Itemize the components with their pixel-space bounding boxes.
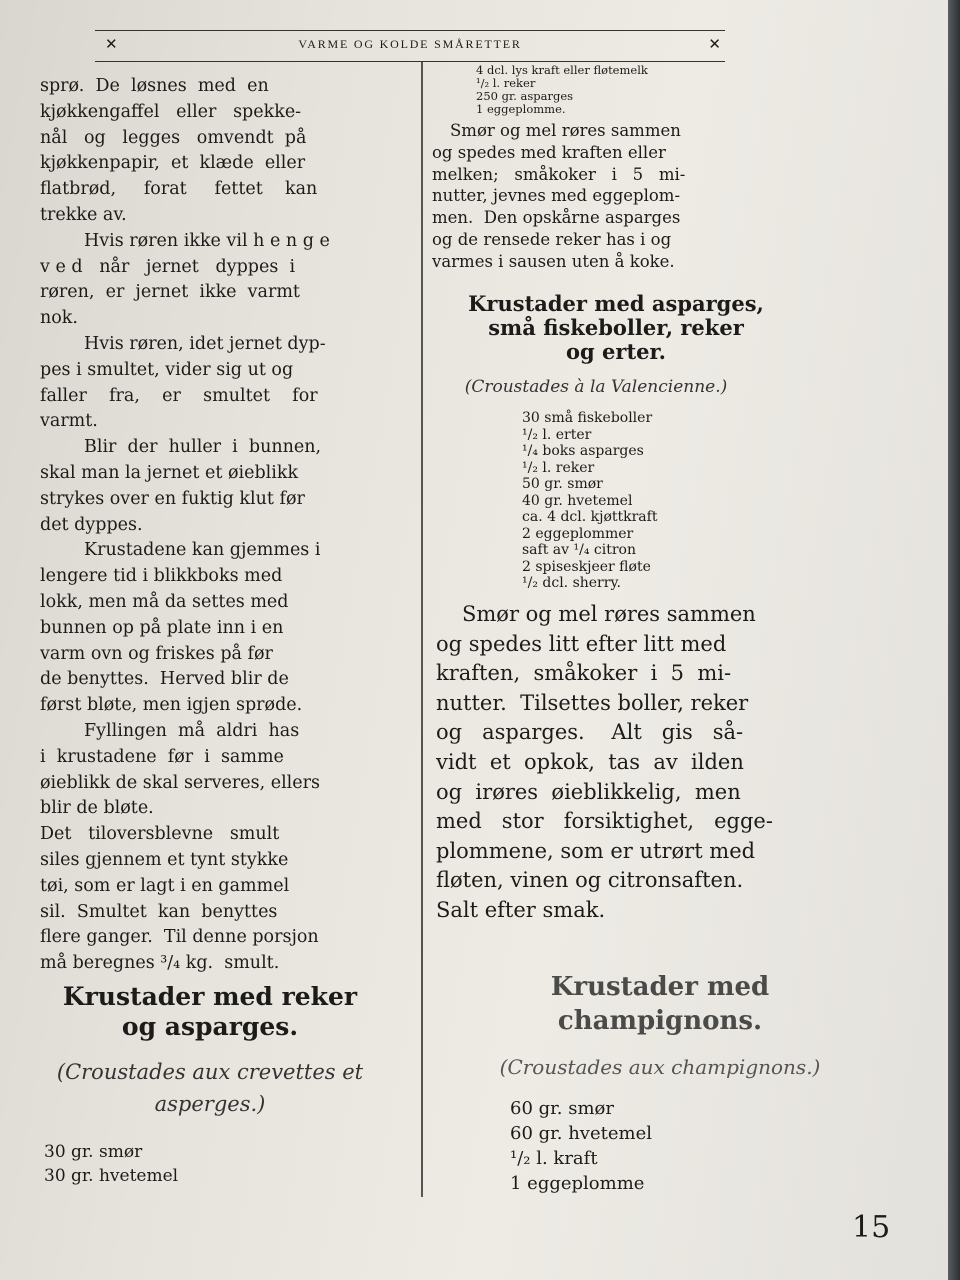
recipe-heading-line: og erter. [566, 339, 666, 364]
ingredient-item: 30 gr. hvetemel [44, 1166, 179, 1186]
ingredient-item: ¹/₂ dcl. sherry. [522, 575, 621, 591]
page-number: 15 [852, 1210, 891, 1245]
body-text-line: men. Den opskårne asparges [432, 208, 681, 228]
recipe-heading [430, 292, 802, 364]
running-header-title: VARME OG KOLDE SMÅRETTER [298, 37, 522, 51]
ingredient-item: 2 spiseskjeer fløte [522, 558, 651, 575]
body-text-line: nutter, jevnes med eggeplom- [432, 186, 681, 206]
body-text-line: nok. [40, 308, 78, 329]
body-text-line: nål og legges omvendt på [40, 127, 307, 148]
ingredient-item: 50 gr. smør [522, 476, 603, 492]
body-text-line: pes i smultet, vider sig ut og [40, 359, 294, 380]
recipe-heading-line: Krustader med reker [62, 982, 358, 1011]
ingredient-item: 60 gr. hvetemel [510, 1123, 652, 1144]
body-text-line: varm ovn og friskes på før [40, 643, 273, 664]
recipe-heading-line: små fiskeboller, reker [488, 315, 744, 340]
body-text-line: strykes over en fuktig klut før [40, 488, 305, 509]
body-text-line: det dyppes. [40, 514, 143, 535]
body-text-line: varmes i sausen uten å koke. [432, 251, 675, 271]
body-text-line: de benyttes. Herved blir de [40, 669, 289, 690]
body-text-line: Krustadene kan gjemmes i [84, 540, 321, 561]
recipe-heading-line: Krustader med asparges, [468, 291, 764, 316]
body-text-line: Salt efter smak. [436, 897, 606, 922]
body-text-line: øieblikk de skal serveres, ellers [40, 772, 320, 793]
recipe-reker-asparges [20, 982, 400, 1188]
body-text-line: Smør og mel røres sammen [462, 602, 756, 626]
ingredient-item: ¹/₂ l. kraft [510, 1148, 598, 1169]
body-text-line: først bløte, men igjen sprøde. [40, 695, 303, 716]
body-text-line: lengere tid i blikkboks med [40, 566, 283, 587]
recipe-heading [470, 970, 850, 1038]
body-text-line: flere ganger. Til denne porsjon [40, 927, 319, 948]
body-text-line: plommene, som er utrørt med [436, 838, 756, 863]
recipe-heading [20, 982, 400, 1042]
running-header [95, 30, 725, 62]
body-text-line: faller fra, er smultet for [40, 385, 318, 406]
body-text-line: i krustadene før i samme [40, 746, 284, 767]
recipe-champignons [470, 970, 850, 1196]
ingredient-list [44, 1140, 400, 1188]
right-paragraph-2 [436, 600, 836, 926]
body-text-line: varmt. [40, 411, 98, 432]
body-text-line: og asparges. Alt gis så- [436, 720, 744, 745]
body-text-line: Hvis røren ikke vil h e n g e [84, 230, 330, 251]
body-text-line: vidt et opkok, tas av ilden [436, 749, 744, 774]
left-column [40, 74, 406, 977]
ingredient-item: 30 små fiskeboller [522, 410, 653, 426]
recipe-subtitle [20, 1056, 400, 1120]
body-text-line: skal man la jernet et øieblikk [40, 462, 299, 483]
ingredient-item: ca. 4 dcl. kjøttkraft [522, 509, 658, 525]
ingredient-item: 4 dcl. lys kraft eller fløtemelk [476, 63, 648, 77]
body-text-line: nutter. Tilsettes boller, reker [436, 690, 749, 715]
recipe-valencienne [430, 292, 802, 592]
ingredient-item: ¹/₂ l. reker [522, 459, 595, 476]
body-text-line: flatbrød, forat fettet kan [40, 179, 318, 200]
body-text-line: med stor forsiktighet, egge- [436, 809, 773, 834]
recipe-heading-line: champignons. [557, 1006, 763, 1036]
body-text-line: tøi, som er lagt i en gammel [40, 875, 290, 896]
recipe-subtitle [470, 1054, 850, 1080]
body-text-line: røren, er jernet ikke varmt [40, 282, 300, 303]
body-text-line: Hvis røren, idet jernet dyp- [84, 333, 326, 354]
right-paragraph-1-text [432, 120, 768, 273]
body-text-line: Det tiloversblevne smult [40, 824, 280, 845]
ingredient-item: 1 eggeplomme [510, 1173, 645, 1194]
body-text-line: fløten, vinen og citronsaften. [436, 868, 744, 893]
body-text-line: og irøres øieblikkelig, men [436, 779, 741, 804]
body-text-line: lokk, men må da settes med [40, 591, 289, 612]
recipe-subtitle-line: (Croustades aux crevettes et [56, 1060, 364, 1084]
body-text-line: kjøkkengaffel eller spekke- [40, 101, 302, 122]
ingredient-item: 250 gr. asparges [476, 89, 574, 103]
body-text-line: melken; småkoker i 5 mi- [432, 164, 686, 184]
body-text-line: og de rensede reker has i og [432, 229, 672, 249]
column-divider [421, 62, 423, 1197]
body-text-line: trekke av. [40, 204, 127, 225]
recipe-subtitle-line: asperges.) [154, 1092, 266, 1116]
body-text-line: og spedes med kraften eller [432, 142, 666, 162]
ingredient-item: 40 gr. hvetemel [522, 492, 633, 509]
ingredient-list [522, 410, 802, 592]
book-cover-edge [948, 0, 960, 1280]
ornament-left-icon: ✕ [105, 35, 118, 53]
left-column-text [40, 74, 406, 977]
body-text-line: sprø. De løsnes med en [40, 76, 269, 96]
body-text-line: kraften, småkoker i 5 mi- [436, 661, 732, 686]
right-paragraph-1 [432, 120, 768, 273]
recipe-heading-line: og asparges. [121, 1012, 299, 1041]
body-text-line: bunnen op på plate inn i en [40, 617, 284, 638]
body-text-line: sil. Smultet kan benyttes [40, 901, 278, 922]
body-text-line: blir de bløte. [40, 798, 154, 819]
body-text-line: Smør og mel røres sammen [450, 121, 681, 140]
ornament-right-icon: ✕ [708, 35, 721, 53]
recipe-subtitle-line: (Croustades à la Valencienne.) [464, 377, 728, 397]
body-text-line: Blir der huller i bunnen, [84, 437, 322, 458]
body-text-line: siles gjennem et tynt stykke [40, 849, 289, 870]
body-text-line: Fyllingen må aldri has [84, 720, 300, 741]
ingredient-item: 2 eggeplommer [522, 525, 634, 542]
ingredient-list-top [476, 64, 766, 116]
body-text-line: v e d når jernet dyppes i [40, 256, 296, 277]
recipe-subtitle-line: (Croustades aux champignons.) [499, 1055, 821, 1079]
ingredient-item: ¹/₄ boks asparges [522, 443, 644, 459]
ingredient-item: ¹/₂ l. reker [476, 76, 536, 90]
body-text-line: må beregnes ³/₄ kg. smult. [40, 953, 280, 974]
body-text-line: og spedes litt efter litt med [436, 631, 727, 656]
recipe-heading-line: Krustader med [550, 972, 770, 1002]
ingredient-item: 60 gr. smør [510, 1098, 614, 1119]
ingredient-item: 30 gr. smør [44, 1142, 143, 1162]
ingredient-item: saft av ¹/₄ citron [522, 542, 636, 558]
ingredient-item: 1 eggeplomme. [476, 102, 566, 116]
recipe-subtitle [390, 376, 802, 398]
ingredient-list [510, 1096, 850, 1196]
body-text-line: kjøkkenpapir, et klæde eller [40, 153, 306, 174]
right-paragraph-2-text [436, 600, 836, 926]
ingredient-item: ¹/₂ l. erter [522, 426, 592, 443]
